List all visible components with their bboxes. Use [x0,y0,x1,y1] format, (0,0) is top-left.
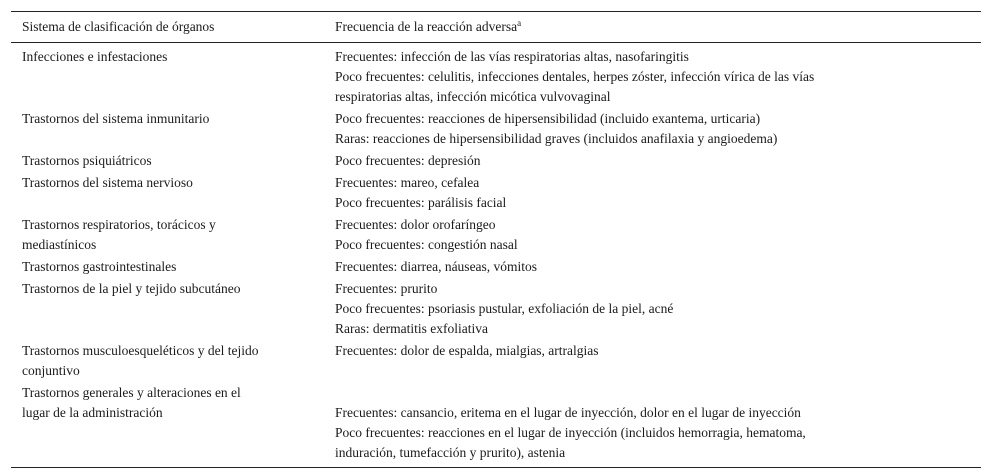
organ-system-text: Trastornos de la piel y tejido subcutáneo [22,281,241,296]
reaction-text: induración, tumefacción y prurito), astenia [335,445,566,460]
organ-system-text: lugar de la administración [22,405,163,420]
organ-system-text: Trastornos respiratorios, torácicos y [22,217,216,232]
organ-system-text: conjuntivo [22,363,80,378]
adverse-reactions-table [11,11,981,468]
organ-system-text: Infecciones e infestaciones [22,49,168,64]
organ-system-cell [11,383,335,463]
cell-spacer [335,383,971,403]
reaction-text: Poco frecuentes: depresión [335,153,481,168]
table-row [11,109,981,149]
organ-system-cell [11,47,335,107]
reaction-text: Frecuentes: cansancio, eritema en el lugar de inyección, dolor en el lugar de inyección [335,405,801,420]
table-row [11,151,981,171]
table-row [11,173,981,213]
reaction-frequency-cell [335,47,981,107]
table-row [11,215,981,255]
header-frequency-label: Frecuencia de la reacción adversa [335,19,518,34]
table-body [11,43,981,467]
organ-system-cell [11,151,335,171]
reaction-text: Raras: dermatitis exfoliativa [335,321,488,336]
organ-system-cell [11,109,335,149]
organ-system-text: Trastornos del sistema inmunitario [22,111,210,126]
reaction-frequency-cell [335,383,981,463]
organ-system-cell [11,215,335,255]
header-frequency [335,19,981,35]
reaction-text: Poco frecuentes: congestión nasal [335,237,518,252]
reaction-frequency-cell [335,257,981,277]
organ-system-cell [11,257,335,277]
reaction-text: Poco frecuentes: reacciones de hipersensibilidad (incluido exantema, urticaria) [335,111,761,126]
table-row [11,257,981,277]
table-row [11,47,981,107]
table-row [11,341,981,381]
reaction-text: Poco frecuentes: parálisis facial [335,195,507,210]
organ-system-cell [11,279,335,339]
reaction-text: Frecuentes: dolor orofaríngeo [335,217,496,232]
table-header [11,12,981,43]
reaction-text: Frecuentes: infección de las vías respiratorias altas, nasofaringitis [335,49,689,64]
reaction-text: Frecuentes: diarrea, náuseas, vómitos [335,259,538,274]
reaction-text: Frecuentes: mareo, cefalea [335,175,480,190]
organ-system-text: Trastornos del sistema nervioso [22,175,193,190]
reaction-text: Frecuentes: prurito [335,281,438,296]
table-row [11,383,981,463]
reaction-frequency-cell [335,109,981,149]
organ-system-text: Trastornos musculoesqueléticos y del tejido [22,343,259,358]
reaction-text: Poco frecuentes: reacciones en el lugar de inyección (incluidos hemorragia, hematoma, [335,425,806,440]
reaction-frequency-cell [335,279,981,339]
reaction-frequency-cell [335,341,981,381]
reaction-text: Frecuentes: dolor de espalda, mialgias, artralgias [335,343,599,358]
reaction-text: Poco frecuentes: psoriasis pustular, exfoliación de la piel, acné [335,301,674,316]
header-footnote-marker: a [517,18,522,28]
reaction-frequency-cell [335,173,981,213]
reaction-text: Poco frecuentes: celulitis, infecciones dentales, herpes zóster, infección vírica de las vías [335,69,815,84]
reaction-text: respiratorias altas, infección micótica vulvovaginal [335,89,611,104]
organ-system-text: Trastornos gastrointestinales [22,259,177,274]
reaction-frequency-cell [335,215,981,255]
table-row [11,279,981,339]
organ-system-cell [11,341,335,381]
organ-system-cell [11,173,335,213]
header-organ-system: Sistema de clasificación de órganos [22,19,215,34]
organ-system-text: Trastornos psiquiátricos [22,153,152,168]
organ-system-text: mediastínicos [22,237,97,252]
reaction-frequency-cell [335,151,981,171]
reaction-text: Raras: reacciones de hipersensibilidad graves (incluidos anafilaxia y angioedema) [335,131,778,146]
organ-system-text: Trastornos generales y alteraciones en el [22,385,241,400]
